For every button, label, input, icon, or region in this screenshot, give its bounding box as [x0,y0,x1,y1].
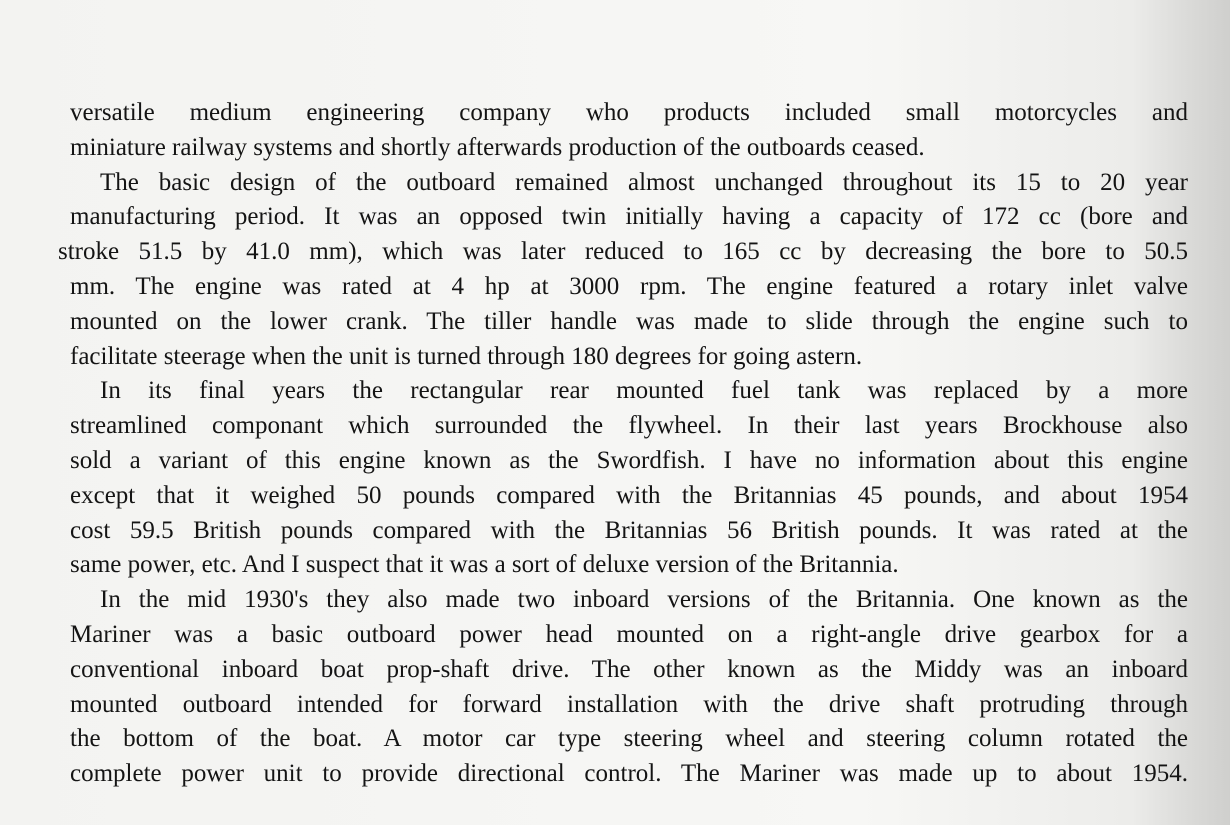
text-line: cost 59.5 British pounds compared with the Britannias 56 British pounds. It was rated at the [70,516,1188,544]
text-line: Mariner was a basic outboard power head mounted on a right-angle drive gearbox for a [70,620,1188,648]
text-line: same power, etc. And I suspect that it was a sort of deluxe version of the Britannia. [70,551,899,579]
text-line: the bottom of the boat. A motor car type steering wheel and steering column rotated the [70,725,1188,753]
body-text [58,96,1188,792]
text-line: streamlined componant which surrounded the flywheel. In their last years Brockhouse also [70,412,1188,440]
text-line: stroke 51.5 by 41.0 mm), which was later reduced to 165 cc by decreasing the bore to 50.5 [58,238,1188,266]
paragraph-first-line: The basic design of the outboard remained almost unchanged throughout its 15 to 20 year [100,168,1188,196]
text-line: mounted outboard intended for forward installation with the drive shaft protruding through [70,690,1188,718]
text-line: mm. The engine was rated at 4 hp at 3000 rpm. The engine featured a rotary inlet valve [70,272,1188,300]
text-line: complete power unit to provide directional control. The Mariner was made up to about 1954. [70,760,1188,788]
paragraph-first-line: In its final years the rectangular rear mounted fuel tank was replaced by a more [100,377,1188,405]
text-line: sold a variant of this engine known as the Swordfish. I have no information about this engine [70,446,1188,474]
paragraph-first-line: In the mid 1930's they also made two inboard versions of the Britannia. One known as the [100,586,1188,614]
text-line: mounted on the lower crank. The tiller handle was made to slide through the engine such to [70,307,1188,335]
text-line: facilitate steerage when the unit is turned through 180 degrees for going astern. [70,342,863,370]
text-line: miniature railway systems and shortly afterwards production of the outboards ceased. [70,133,925,161]
text-line: except that it weighed 50 pounds compared with the Britannias 45 pounds, and about 1954 [70,481,1188,509]
text-line: versatile medium engineering company who products included small motorcycles and [70,99,1188,126]
text-line: manufacturing period. It was an opposed twin initially having a capacity of 172 cc (bore and [70,203,1188,231]
text-line: conventional inboard boat prop-shaft drive. The other known as the Middy was an inboard [70,655,1188,683]
